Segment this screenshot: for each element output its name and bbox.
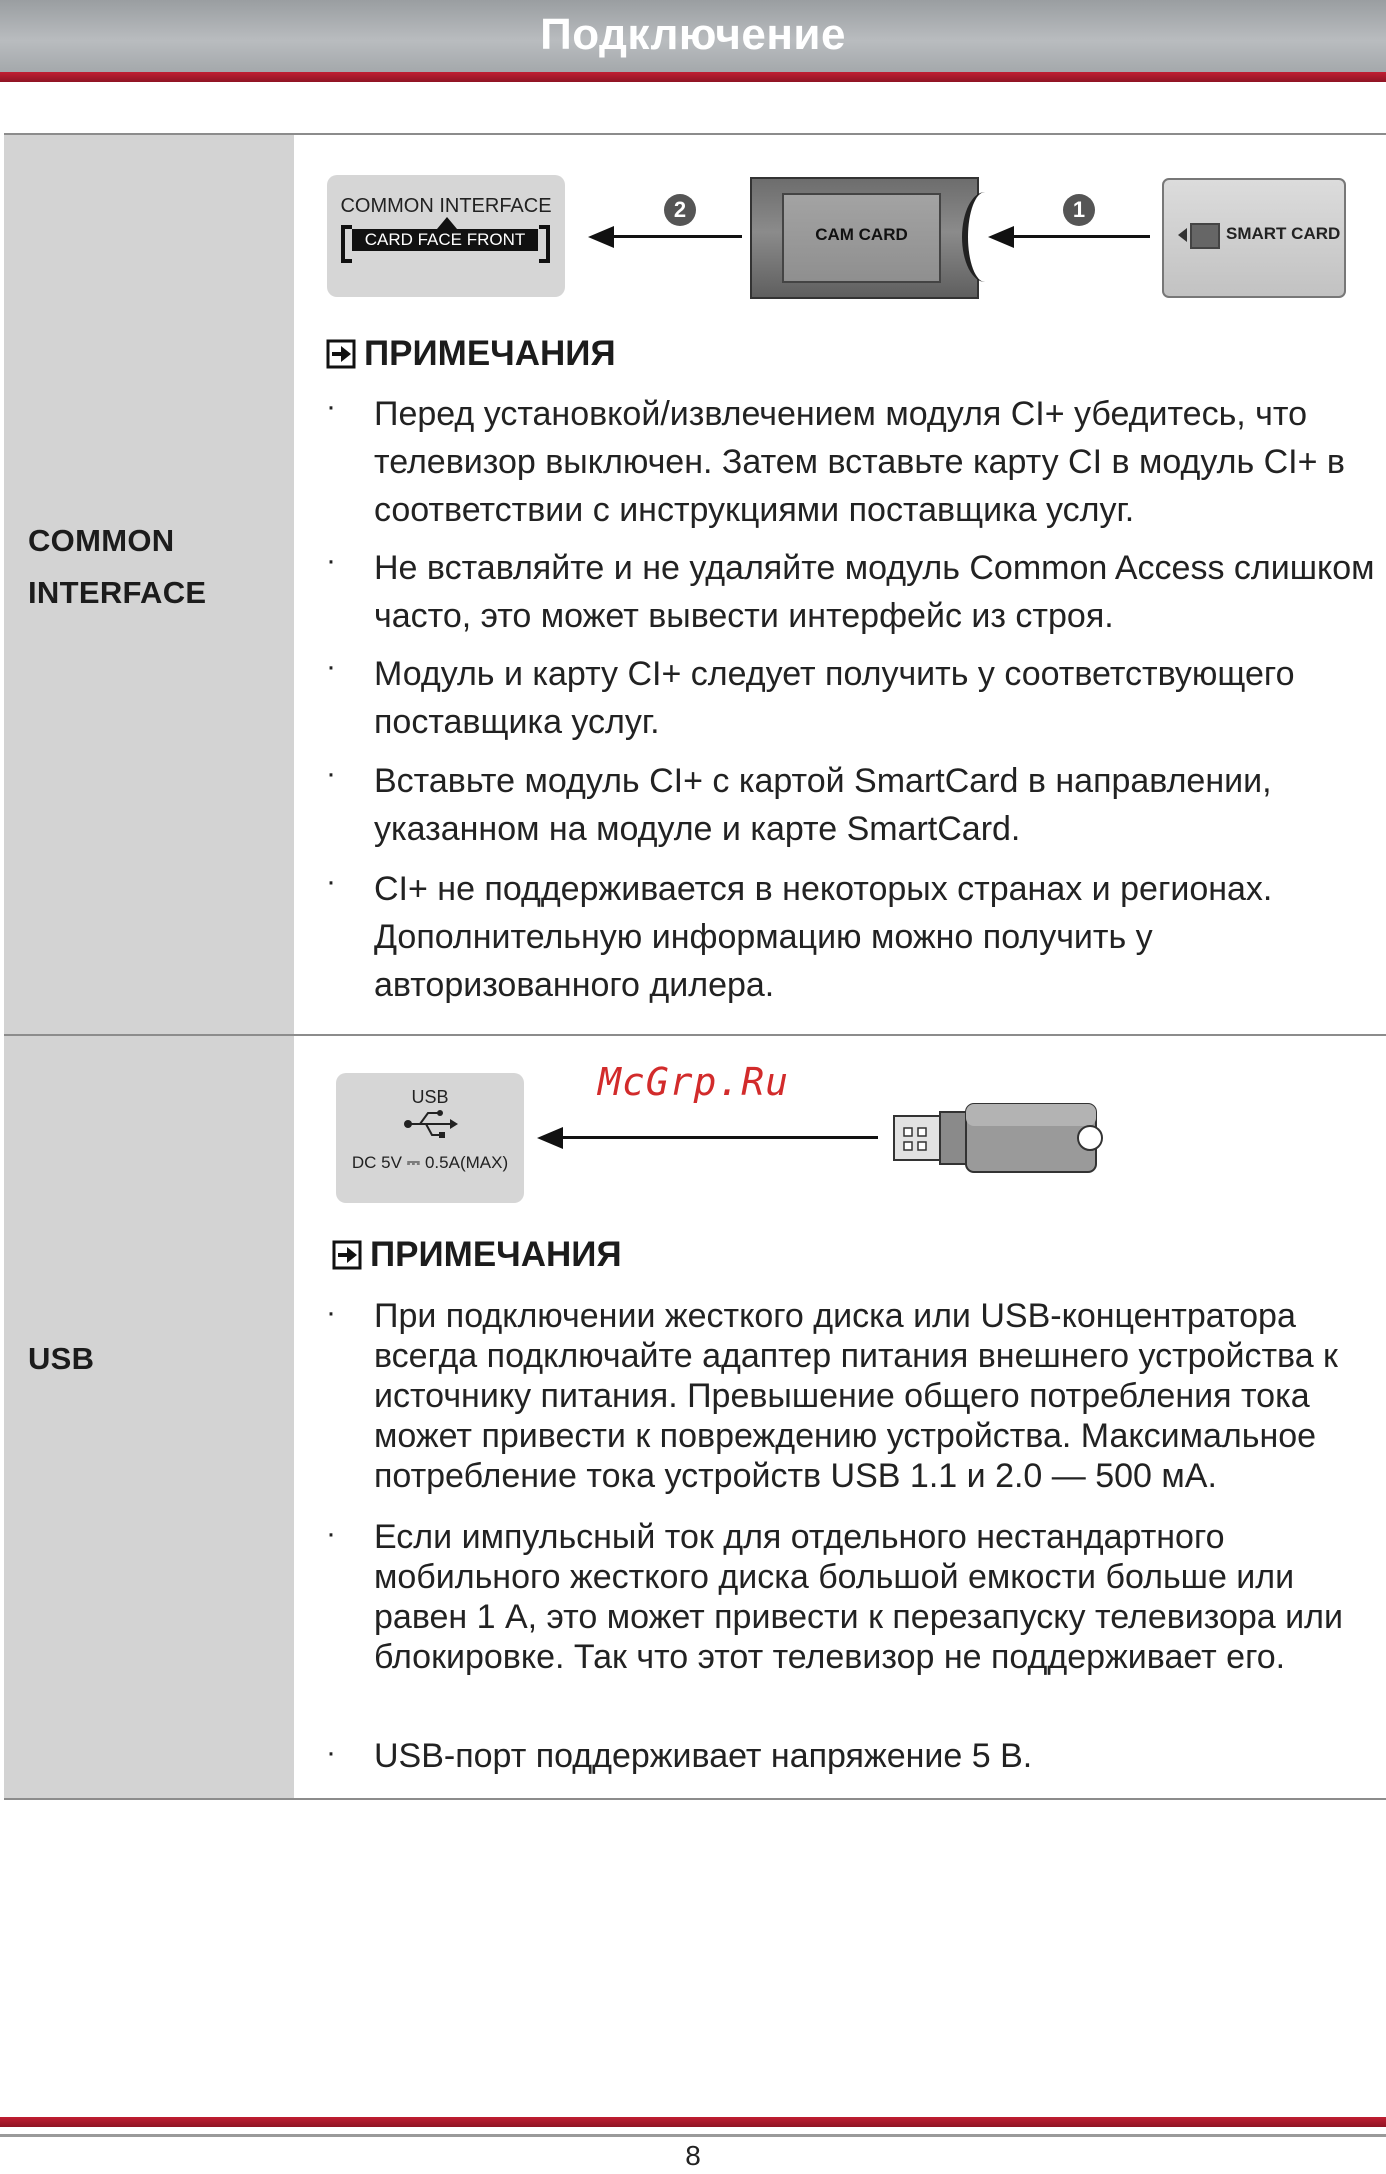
usb-notes-heading	[332, 1235, 622, 1275]
table-bottom-border	[4, 1798, 1386, 1800]
left-triangle-icon	[1178, 228, 1187, 242]
arrow-line	[560, 1136, 878, 1139]
bracket-right-icon	[539, 225, 550, 263]
header	[0, 0, 1386, 74]
bullet: ·	[326, 1517, 336, 1550]
page-title: Подключение	[540, 10, 846, 59]
note-text: Не вставляйте и не удаляйте модуль Common Access слишком часто, это может вывести интерфейс из строя.	[374, 549, 1375, 635]
ci-port-graphic	[327, 175, 565, 297]
bullet: ·	[326, 865, 336, 898]
note-text: При подключении жесткого диска или USB-концентратора всегда подключайте адаптер питания внешнего устройства к источнику питания. Превышение общего потребления тока может привести к повреждению устройства. Максимальное потребление тока устройств USB 1.1 и 2.0 — 500 мА.	[374, 1297, 1338, 1495]
bracket-left-icon	[341, 225, 352, 263]
bullet: ·	[326, 544, 336, 577]
bullet: ·	[326, 390, 336, 423]
note-arrow-icon	[326, 339, 356, 369]
note-arrow-icon	[332, 1240, 362, 1270]
ci-port-subtitle: CARD FACE FRONT	[352, 229, 538, 251]
usb-label-cell	[4, 1036, 294, 1798]
up-triangle-icon	[437, 217, 457, 229]
usb-port-spec: DC 5V ⎓ 0.5A(MAX)	[351, 1153, 509, 1172]
bullet: ·	[326, 757, 336, 790]
arrow-line	[610, 235, 742, 238]
bullet: ·	[326, 1296, 336, 1329]
ci-port-title: COMMON INTERFACE	[340, 195, 552, 217]
usb-port-graphic	[336, 1073, 524, 1203]
usb-stick-icon	[890, 1100, 1108, 1176]
note-text: Вставьте модуль CI+ с картой SmartCard в направлении, указанном на модуле и карте SmartCard.	[374, 762, 1272, 848]
note-text: Если импульсный ток для отдельного нестандартного мобильного жесткого диска большой емкости больше или равен 1 А, это может привести к перезапуску телевизора или блокировке. Так что этот телевизор не поддерживает его.	[374, 1518, 1343, 1676]
cam-card-label: CAM CARD	[815, 225, 908, 244]
header-accent-bar	[0, 72, 1386, 82]
ci-notes-title: ПРИМЕЧАНИЯ	[364, 334, 616, 373]
note-text: Перед установкой/извлечением модуля CI+ убедитесь, что телевизор выключен. Затем вставьте карту CI в модуль CI+ в соответствии с инструкциями поставщика услуг.	[374, 395, 1345, 529]
cam-card-face	[782, 193, 941, 283]
bullet: ·	[326, 650, 336, 683]
bullet: ·	[326, 1736, 336, 1769]
smart-card-label: SMART CARD	[1226, 224, 1341, 243]
usb-port-title: USB	[411, 1087, 449, 1107]
step-1-badge: 1	[1063, 194, 1095, 226]
page-number: 8	[685, 2140, 701, 2171]
usb-label: USB	[28, 1341, 95, 1376]
footer-accent-bar	[0, 2117, 1386, 2127]
arrow-line	[1010, 235, 1150, 238]
note-text: Модуль и карту CI+ следует получить у соответствующего поставщика услуг.	[374, 655, 1295, 741]
footer-divider	[0, 2134, 1386, 2137]
chip-icon	[1190, 223, 1220, 249]
ci-notes-heading	[326, 334, 616, 374]
note-text: USB-порт поддерживает напряжение 5 В.	[374, 1737, 1033, 1775]
usb-notes-title: ПРИМЕЧАНИЯ	[370, 1235, 622, 1274]
watermark: McGrp.Ru	[598, 1060, 790, 1104]
ci-label-line2: INTERFACE	[28, 575, 207, 610]
smart-card-graphic	[1162, 178, 1346, 298]
usb-icon	[402, 1107, 458, 1141]
cam-card-graphic	[750, 177, 979, 299]
step-2-badge: 2	[664, 194, 696, 226]
ci-label-line1: COMMON	[28, 523, 175, 558]
ci-label-cell	[4, 135, 294, 1034]
note-text: CI+ не поддерживается в некоторых странах и регионах. Дополнительную информацию можно получить у авторизованного дилера.	[374, 870, 1273, 1004]
